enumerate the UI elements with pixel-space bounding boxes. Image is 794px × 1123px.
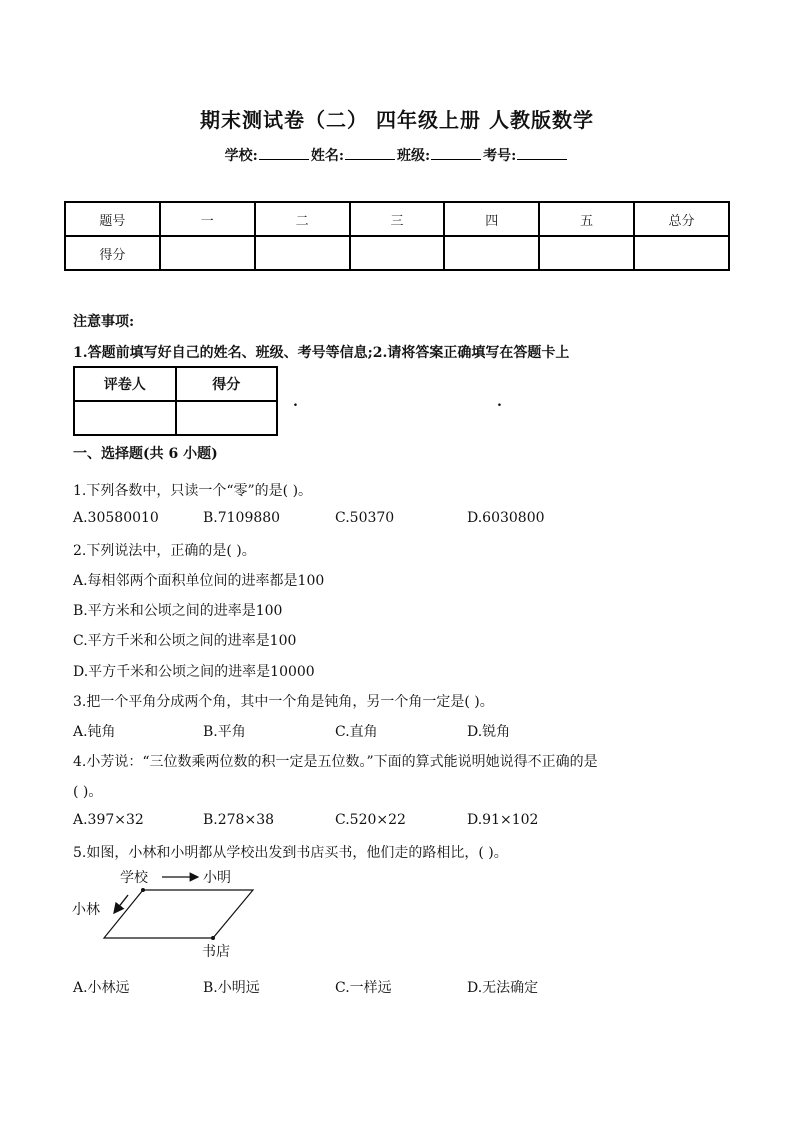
xiaolin-label: 小林 <box>72 902 100 918</box>
option-a[interactable]: A.397×32 <box>73 812 144 828</box>
option-a[interactable]: A.小林远 <box>73 980 130 996</box>
option-b[interactable]: B.278×38 <box>203 812 275 828</box>
route-diagram <box>68 865 308 965</box>
question-3-options <box>73 721 733 741</box>
question-4: 4.小芳说：“三位数乘两位数的积一定是五位数。”下面的算式能说明她说得不正确的是 <box>73 754 598 770</box>
score-header-cell: 五 <box>539 202 634 236</box>
section-title: 一、选择题(共 6 小题) <box>73 446 218 462</box>
score-table-score-row <box>65 236 729 270</box>
option-d[interactable]: D.91×102 <box>467 812 539 828</box>
name-label: 姓名: <box>310 148 344 164</box>
class-blank[interactable] <box>431 147 481 160</box>
question-1: 1.下列各数中，只读一个“零”的是( )。 <box>73 483 313 499</box>
question-4-continuation: ( )。 <box>73 784 103 800</box>
option-c[interactable]: C.50370 <box>335 510 395 526</box>
score-table-header-row <box>65 202 729 236</box>
option-d[interactable]: D.6030800 <box>467 510 545 526</box>
class-label: 班级: <box>397 148 431 164</box>
grader-name-cell[interactable] <box>74 401 176 435</box>
option-b[interactable]: B.7109880 <box>203 510 281 526</box>
score-header-cell: 四 <box>444 202 539 236</box>
bookstore-point <box>211 936 215 940</box>
score-cell[interactable] <box>160 236 255 270</box>
score-cell[interactable] <box>255 236 350 270</box>
question-2-option-b[interactable]: B.平方米和公顷之间的进率是100 <box>73 603 283 619</box>
page-title: 期末测试卷（二） 四年级上册 人教版数学 <box>200 108 594 132</box>
school-label: 学校 <box>120 870 148 886</box>
exam-no-blank[interactable] <box>517 147 567 160</box>
score-header-cell: 一 <box>160 202 255 236</box>
score-cell[interactable] <box>444 236 539 270</box>
question-2-option-d[interactable]: D.平方千米和公顷之间的进率是10000 <box>73 664 315 680</box>
notes-text: 1.答题前填写好自己的姓名、班级、考号等信息;2.请将答案正确填写在答题卡上 <box>73 345 570 361</box>
grader-table <box>73 366 278 436</box>
option-c[interactable]: C.一样远 <box>335 980 392 996</box>
school-blank[interactable] <box>259 147 309 160</box>
question-5-options <box>73 977 733 997</box>
question-5: 5.如图，小林和小明都从学校出发到书店买书，他们走的路相比，( )。 <box>73 845 508 861</box>
bookstore-label: 书店 <box>202 944 230 960</box>
option-b[interactable]: B.平角 <box>203 724 246 740</box>
grader-header-cell: 评卷人 <box>74 367 176 401</box>
grader-input-row <box>74 401 277 435</box>
option-d[interactable]: D.无法确定 <box>467 980 539 996</box>
score-row-label: 得分 <box>65 236 160 270</box>
name-blank[interactable] <box>345 147 395 160</box>
question-4-options <box>73 812 733 832</box>
xiaoming-label: 小明 <box>203 870 231 886</box>
score-cell[interactable] <box>634 236 729 270</box>
score-header-cell: 三 <box>350 202 445 236</box>
question-1-options <box>73 510 733 530</box>
score-cell[interactable] <box>539 236 634 270</box>
score-cell[interactable] <box>350 236 445 270</box>
option-a[interactable]: A.30580010 <box>73 510 159 526</box>
score-header-cell: 二 <box>255 202 350 236</box>
grader-header-row <box>74 367 277 401</box>
question-2-option-c[interactable]: C.平方千米和公顷之间的进率是100 <box>73 633 297 649</box>
option-a[interactable]: A.钝角 <box>73 724 116 740</box>
option-d[interactable]: D.锐角 <box>467 724 511 740</box>
grader-score-cell[interactable] <box>176 401 278 435</box>
question-3: 3.把一个平角分成两个角，其中一个角是钝角，另一个角一定是( )。 <box>73 694 494 710</box>
score-table <box>64 201 730 271</box>
question-2-option-a[interactable]: A.每相邻两个面积单位间的进率都是100 <box>73 573 325 589</box>
score-header-cell: 题号 <box>65 202 160 236</box>
school-point <box>141 888 145 892</box>
option-c[interactable]: C.直角 <box>335 724 378 740</box>
option-c[interactable]: C.520×22 <box>335 812 406 828</box>
notes-title: 注意事项: <box>73 314 135 330</box>
dot-mark: . <box>497 394 502 410</box>
school-label: 学校: <box>224 148 258 164</box>
score-header-cell: 总分 <box>634 202 729 236</box>
option-b[interactable]: B.小明远 <box>203 980 260 996</box>
dot-mark: . <box>293 394 298 410</box>
grader-header-cell: 得分 <box>176 367 278 401</box>
exam-no-label: 考号: <box>483 148 517 164</box>
question-2: 2.下列说法中，正确的是( )。 <box>73 543 256 559</box>
student-info-line <box>0 145 794 165</box>
